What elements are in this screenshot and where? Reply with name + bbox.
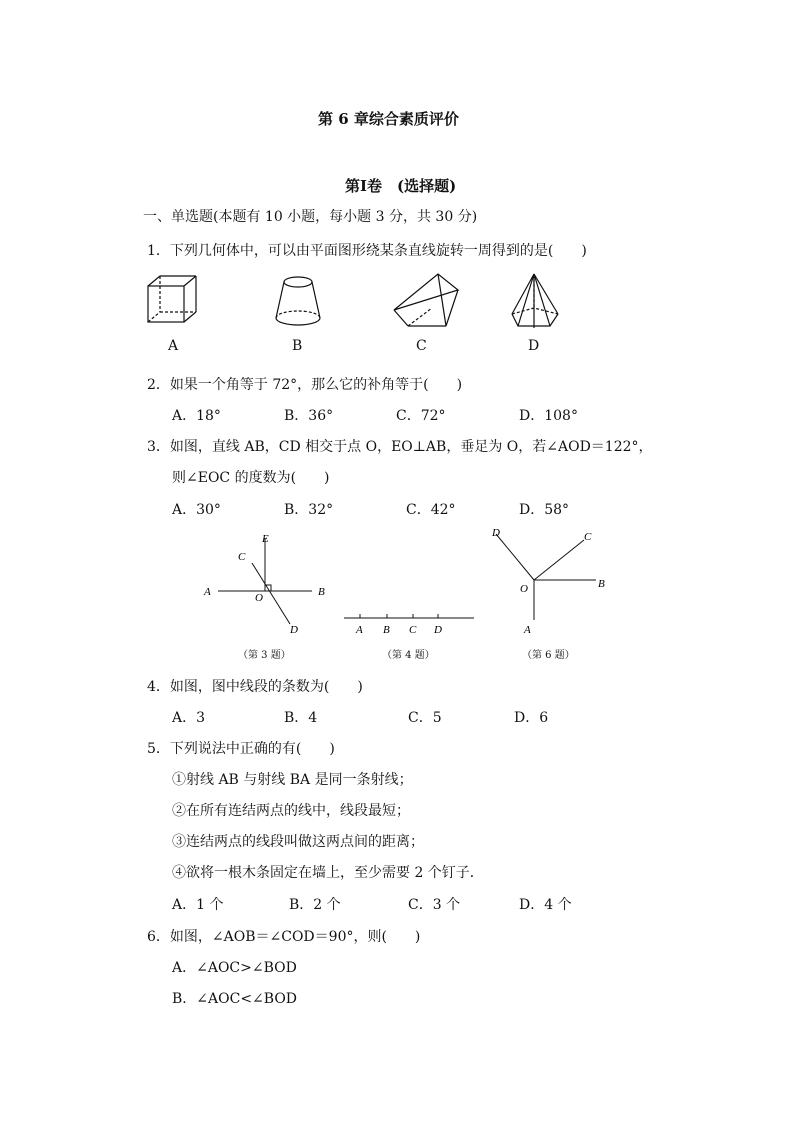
triangular-prism-solid [394, 274, 458, 326]
q2-option-d: D．108° [519, 408, 578, 424]
frustum-solid [276, 277, 320, 325]
q3-option-a: A．30° [172, 502, 221, 518]
q2-stem: 2．如果一个角等于 72°，那么它的补角等于( ) [147, 377, 463, 393]
figure-q3 [200, 528, 340, 640]
point-b-label: B [318, 586, 325, 598]
q3-stem-line2: 则∠EOC 的度数为( ) [172, 470, 330, 486]
q5-option-b: B．2 个 [289, 897, 341, 913]
q6-option-b: B．∠AOC<∠BOD [172, 991, 298, 1007]
q2-option-c: C．72° [396, 408, 446, 424]
volume-heading: 第Ⅰ卷 (选择题) [345, 177, 457, 195]
q5-statement-4: ④欲将一根木条固定在墙上，至少需要 2 个钉子． [172, 865, 484, 881]
q2-option-a: A．18° [172, 408, 221, 424]
point-b-label: B [383, 624, 390, 636]
q3-option-b: B．32° [284, 502, 334, 518]
ray-oc [534, 540, 584, 580]
point-a-label: A [524, 624, 531, 636]
figure-q6-caption: （第 6 题） [522, 650, 575, 661]
q3-stem-line1: 3．如图，直线 AB，CD 相交于点 O，EO⊥AB，垂足为 O，若∠AOD＝122°， [147, 439, 653, 455]
ray-od [496, 534, 534, 580]
pentagonal-pyramid-solid [512, 274, 558, 328]
point-a-label: A [204, 586, 211, 598]
q3-option-d: D．58° [519, 502, 570, 518]
point-d-label: D [492, 527, 500, 539]
point-o-label: O [255, 592, 263, 604]
cube-solid [148, 276, 196, 322]
q5-stem: 5．下列说法中正确的有( ) [147, 741, 335, 757]
point-o-label: O [520, 583, 528, 595]
q2-option-b: B．36° [284, 408, 334, 424]
q5-option-d: D．4 个 [519, 897, 572, 913]
q5-statement-1: ①射线 AB 与射线 BA 是同一条射线； [172, 772, 413, 788]
q1-label-a: A [168, 338, 179, 354]
figure-q6 [486, 520, 616, 638]
page-title: 第 6 章综合素质评价 [318, 110, 459, 128]
q4-option-b: B．4 [284, 710, 318, 726]
q4-option-a: A．3 [172, 710, 206, 726]
point-c-label: C [238, 551, 246, 563]
figure-q4 [340, 606, 480, 638]
q5-statement-2: ②在所有连结两点的线中，线段最短； [172, 803, 410, 819]
figure-q4-caption: （第 4 题） [382, 650, 435, 661]
section-heading: 一、单选题(本题有 10 小题，每小题 3 分，共 30 分) [143, 209, 478, 225]
q5-option-c: C．3 个 [408, 897, 461, 913]
q6-stem: 6．如图，∠AOB＝∠COD＝90°，则( ) [147, 929, 421, 945]
point-d-label: D [290, 624, 298, 636]
q5-option-a: A．1 个 [172, 897, 224, 913]
q1-stem: 1．下列几何体中，可以由平面图形绕某条直线旋转一周得到的是( ) [147, 243, 587, 259]
q1-label-b: B [292, 338, 303, 354]
point-d-label: D [434, 624, 442, 636]
point-b-label: B [598, 578, 605, 590]
q4-stem: 4．如图，图中线段的条数为( ) [147, 679, 363, 695]
q5-statement-3: ③连结两点的线段叫做这两点间的距离； [172, 834, 424, 850]
point-a-label: A [356, 624, 363, 636]
point-c-label: C [584, 531, 592, 543]
point-c-label: C [409, 624, 417, 636]
q1-solids-figure [140, 270, 560, 360]
q4-option-d: D．6 [514, 710, 549, 726]
q1-label-c: C [416, 338, 427, 354]
q1-label-d: D [528, 338, 540, 354]
q6-option-a: A．∠AOC>∠BOD [172, 960, 297, 976]
point-e-label: E [262, 533, 269, 545]
q4-option-c: C．5 [408, 710, 442, 726]
q3-option-c: C．42° [406, 502, 456, 518]
figure-q3-caption: （第 3 题） [238, 650, 291, 661]
